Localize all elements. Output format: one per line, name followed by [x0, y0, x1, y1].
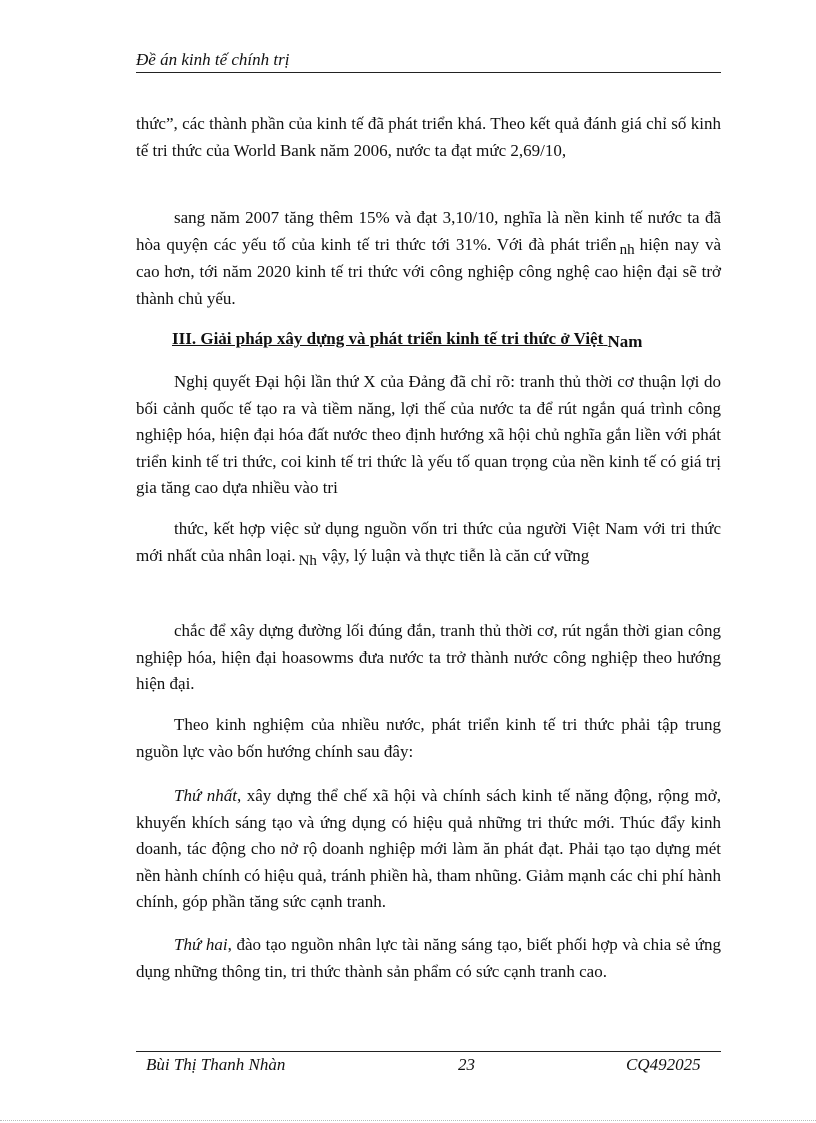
- paragraph-4-part-b: vậy, lý luận và thực tiễn là căn cứ vững: [321, 545, 590, 565]
- paragraph-4-fragment: Nh: [298, 552, 317, 569]
- paragraph-7: [136, 783, 721, 916]
- paragraph-8: [136, 932, 721, 985]
- footer-code: CQ492025: [626, 1055, 701, 1074]
- paragraph-6: Theo kinh nghiệm của nhiều nước, phát triển kinh tế tri thức phải tập trung nguồn lực vào bốn hướng chính sau đây:: [136, 715, 721, 761]
- footer-divider: [136, 1051, 721, 1052]
- footer-page-number: 23: [458, 1055, 475, 1074]
- page-header: [136, 50, 721, 73]
- paragraph-5: chắc để xây dựng đường lối đúng đắn, tranh thủ thời cơ, rút ngắn thời gian công nghiệp hóa, hiện đại hoasowms đưa nước ta trở thành nước công nghiệp theo hướng hiện đại.: [136, 621, 721, 693]
- paragraph-4-part-a: thức, kết hợp việc sử dụng nguồn vốn tri thức của người Việt Nam với tri thức mới nhất của nhân loại.: [136, 519, 721, 565]
- paragraph-4: [136, 516, 721, 570]
- paragraph-3: Nghị quyết Đại hội lần thứ X của Đảng đã chỉ rõ: tranh thủ thời cơ thuận lợi do bối cảnh quốc tế tạo ra và tiềm năng, lợi thế của nước ta để rút ngắn quá trình công nghiệp hóa, hiện đại hóa đất nước theo định hướng xã hội chủ nghĩa gắn liền với phát triển kinh tế tri thức, coi kinh tế tri thức là yếu tố quan trọng của nền kinh tế có giá trị gia tăng cao dựa nhiều vào tri: [136, 372, 721, 497]
- section-heading: [172, 329, 722, 349]
- header-title: Đề án kinh tế chính trị: [136, 50, 290, 69]
- paragraph-7-label: Thứ nhất: [174, 786, 237, 805]
- section-heading-main: III. Giải pháp xây dựng và phát triển kinh tế tri thức ở Việt: [172, 329, 604, 348]
- page-bottom-dotted-divider: [0, 1120, 816, 1121]
- paragraph-2-part-b: hiện nay và cao hơn, tới năm 2020 kinh tế tri thức với công nghiệp công nghệ cao hiện đại sẽ trở thành chủ yếu.: [136, 234, 722, 308]
- paragraph-8-label: Thứ hai: [174, 935, 228, 954]
- footer-author: Bùi Thị Thanh Nhàn: [146, 1055, 286, 1074]
- paragraph-1: thức”, các thành phần của kinh tế đã phát triển khá. Theo kết quả đánh giá chỉ số kinh tế tri thức của World Bank năm 2006, nước ta đạt mức 2,69/10,: [136, 114, 721, 160]
- paragraph-7-text: , xây dựng thể chế xã hội và chính sách kinh tế năng động, rộng mở, khuyến khích sáng tạo và ứng dụng có hiệu quả những tri thức mới. Thúc đẩy kinh doanh, tác động cho nở rộ doanh nghiệp mới làm ăn phát đạt. Phải tạo tạo dựng mét nền hành chính có hiệu quả, tránh phiền hà, tham nhũng. Giảm mạnh các chi phí hành chính, góp phần tăng sức cạnh tranh.: [136, 786, 721, 911]
- paragraph-2: [136, 205, 721, 312]
- paragraph-8-text: , đào tạo nguồn nhân lực tài năng sáng tạo, biết phối hợp và chia sẻ ứng dụng những thông tin, tri thức thành sản phẩm có sức cạnh tranh cao.: [136, 935, 722, 981]
- paragraph-2-fragment: nh: [619, 241, 635, 258]
- section-heading-tail: Nam: [607, 332, 643, 351]
- paragraph-2-part-a: sang năm 2007 tăng thêm 15% và đạt 3,10/10, nghĩa là nền kinh tế nước ta đã hòa quyện các yếu tố của kinh tế tri thức tới 31%. Với đà phát triển: [136, 208, 721, 254]
